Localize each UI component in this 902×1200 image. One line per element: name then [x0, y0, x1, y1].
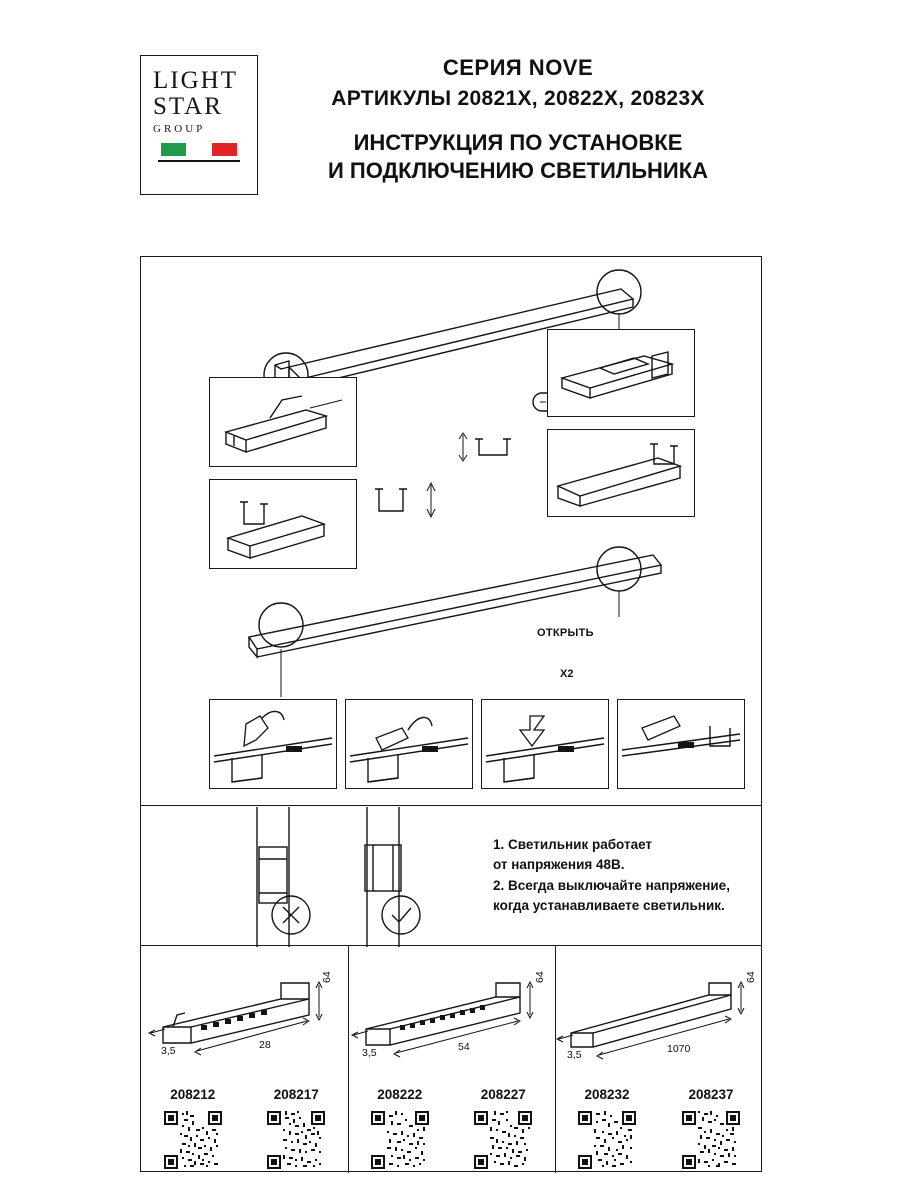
detail-box-step-4	[617, 699, 745, 789]
detail-box-b2	[547, 429, 695, 517]
product-code: 208232	[584, 1087, 630, 1102]
open-label: ОТКРЫТЬ	[537, 627, 594, 639]
product-drawing-3	[555, 955, 763, 1065]
note-line-1: 1. Светильник работает	[493, 837, 653, 852]
dim-length-2: 54	[458, 1041, 470, 1053]
detail-illustration-step-4	[618, 700, 744, 788]
qr-code-icon	[682, 1111, 740, 1169]
dim-depth-2: 3,5	[362, 1047, 377, 1059]
logo-line-group: GROUP	[153, 122, 206, 135]
x2-label: X2	[560, 668, 574, 680]
product-code: 208227	[480, 1087, 526, 1102]
mounting-correct	[365, 807, 420, 947]
clip-profile-icon-left	[375, 483, 435, 517]
note-line-4: когда устанавливаете светильник.	[493, 897, 725, 913]
note-line-2: от напряжения 48В.	[493, 857, 625, 873]
product-code: 208222	[377, 1087, 423, 1102]
qr-code-icon	[474, 1111, 532, 1169]
dim-height-3: 64	[745, 971, 757, 983]
qr-code-icon	[578, 1111, 636, 1169]
dim-height-1: 64	[321, 971, 333, 983]
qr-code-icon	[371, 1111, 429, 1169]
callout-circle-lower-right	[597, 547, 641, 591]
logo-underline	[158, 160, 240, 162]
mounting-check-diagram	[149, 807, 489, 947]
header-text-block	[258, 55, 762, 185]
detail-illustration-step-2	[346, 700, 472, 788]
dim-length-1: 28	[259, 1039, 271, 1051]
page-header	[140, 55, 762, 205]
note-line-3: 2. Всегда выключайте напряжение,	[493, 877, 730, 893]
detail-box-step-2	[345, 699, 473, 789]
product-codes-3	[555, 1087, 763, 1102]
product-cell-2	[348, 945, 555, 1173]
instruction-frame	[140, 256, 762, 1172]
italy-flag-icon	[161, 143, 237, 156]
callout-circle-right	[597, 270, 641, 314]
logo-line-star: STAR	[153, 93, 223, 121]
frame-divider-1	[141, 805, 761, 806]
detail-box-step-3	[481, 699, 609, 789]
qr-code-icon	[267, 1111, 325, 1169]
title-line-1: ИНСТРУКЦИЯ ПО УСТАНОВКЕ	[353, 130, 683, 155]
product-cell-1	[141, 945, 348, 1173]
logo-line-light: LIGHT	[153, 67, 238, 94]
dim-depth-1: 3,5	[161, 1045, 176, 1057]
detail-illustration-step-1	[210, 700, 336, 788]
detail-box-step-1	[209, 699, 337, 789]
series-line: СЕРИЯ NOVE	[442, 55, 594, 80]
product-code: 208212	[170, 1087, 216, 1102]
detail-illustration-b2	[548, 430, 694, 516]
mounting-wrong	[257, 807, 310, 947]
dim-depth-3: 3,5	[567, 1049, 582, 1061]
title-line-2: И ПОДКЛЮЧЕНИЮ СВЕТИЛЬНИКА	[327, 158, 709, 184]
detail-box-a2	[209, 479, 357, 569]
dim-height-2: 64	[534, 971, 546, 983]
detail-illustration-a2	[210, 480, 356, 568]
brand-logo	[140, 55, 258, 195]
product-code: 208237	[688, 1087, 734, 1102]
dim-length-3: 1070	[667, 1043, 691, 1055]
articles-line: АРТИКУЛЫ 20821X, 20822X, 20823X	[331, 87, 705, 110]
qr-row-2	[348, 1111, 555, 1169]
qr-row-3	[555, 1111, 763, 1169]
product-drawing-2	[348, 955, 555, 1065]
qr-row-1	[141, 1111, 348, 1169]
callout-circle-lower-left	[259, 603, 303, 647]
detail-illustration-b1	[548, 330, 694, 416]
detail-box-b1	[547, 329, 695, 417]
safety-notes	[493, 835, 751, 916]
product-cell-3	[555, 945, 763, 1173]
product-codes-1	[141, 1087, 348, 1102]
detail-illustration-step-3	[482, 700, 608, 788]
qr-code-icon	[164, 1111, 222, 1169]
clip-profile-icon-right	[459, 433, 511, 461]
product-code: 208217	[273, 1087, 319, 1102]
detail-illustration-a1	[210, 378, 356, 466]
track-rail-bottom	[249, 555, 661, 657]
product-codes-2	[348, 1087, 555, 1102]
detail-box-a1	[209, 377, 357, 467]
